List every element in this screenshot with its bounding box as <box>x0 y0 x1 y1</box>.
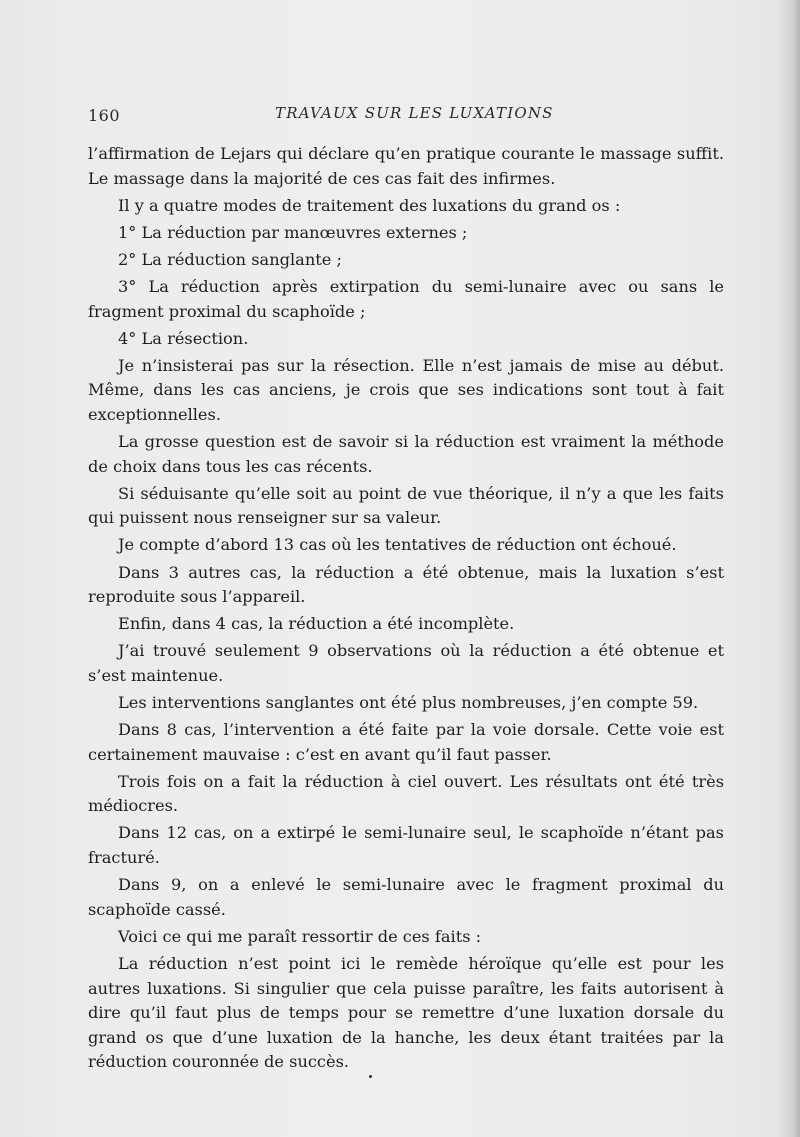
paragraph: Voici ce qui me paraît ressortir de ces faits : <box>118 926 482 946</box>
list-item: 3° La réduction après extirpation du semi-lunaire avec ou sans le fragment proximal du scaphoïde ; <box>88 276 724 321</box>
paragraph: Je n’insisterai pas sur la résection. Elle n’est jamais de mise au début. Même, dans les cas anciens, je crois que ses indications sont tout à fait exceptionnelles. <box>88 355 724 424</box>
paragraph: Je compte d’abord 13 cas où les tentatives de réduction ont échoué. <box>118 535 677 555</box>
body-text <box>88 142 724 1077</box>
paragraph: Les interventions sanglantes ont été plus nombreuses, j’en compte 59. <box>118 692 699 712</box>
list-item: 2° La réduction sanglante ; <box>118 249 342 269</box>
paragraph: Si séduisante qu’elle soit au point de vue théorique, il n’y a que les faits qui puissent nous renseigner sur sa valeur. <box>88 483 724 528</box>
paragraph: La grosse question est de savoir si la réduction est vraiment la méthode de choix dans tous les cas récents. <box>88 432 724 476</box>
paragraph: Enfin, dans 4 cas, la réduction a été incomplète. <box>118 614 515 634</box>
print-speck <box>369 1075 372 1078</box>
paragraph: Il y a quatre modes de traitement des luxations du grand os : <box>118 195 621 215</box>
running-title: TRAVAUX SUR LES LUXATIONS <box>275 104 554 122</box>
spine-shadow <box>778 0 800 1137</box>
page-number: 160 <box>88 106 121 125</box>
paragraph: Dans 12 cas, on a extirpé le semi-lunaire seul, le scaphoïde n’étant pas fracturé. <box>88 823 724 868</box>
paragraph: La réduction n’est point ici le remède héroïque qu’elle est pour les autres luxations. Si singulier que cela puisse paraître, les faits autorisent à dire qu’il faut plus de temps pour se remettre d’une luxation dorsale du grand os que d’une luxation de la hanche, les deux étant traitées par la réduction couronnée de succès. <box>88 953 724 1072</box>
paragraph: J’ai trouvé seulement 9 observations où la réduction a été obtenue et s’est maintenue. <box>88 641 724 685</box>
paragraph: Dans 8 cas, l’intervention a été faite par la voie dorsale. Cette voie est certainement mauvaise : c’est en avant qu’il faut passer. <box>88 720 724 764</box>
paragraph: Trois fois on a fait la réduction à ciel ouvert. Les résultats ont été très médiocres. <box>88 771 724 816</box>
paragraph: Dans 3 autres cas, la réduction a été obtenue, mais la luxation s’est reproduite sous l’appareil. <box>88 562 724 607</box>
paragraph: l’affirmation de Lejars qui déclare qu’en pratique courante le massage suffit. Le massage dans la majorité de ces cas fait des infirmes. <box>88 144 724 188</box>
list-item: 1° La réduction par manœuvres externes ; <box>118 222 468 242</box>
paragraph: Dans 9, on a enlevé le semi-lunaire avec le fragment proximal du scaphoïde cassé. <box>88 875 724 919</box>
list-item: 4° La résection. <box>118 328 249 348</box>
